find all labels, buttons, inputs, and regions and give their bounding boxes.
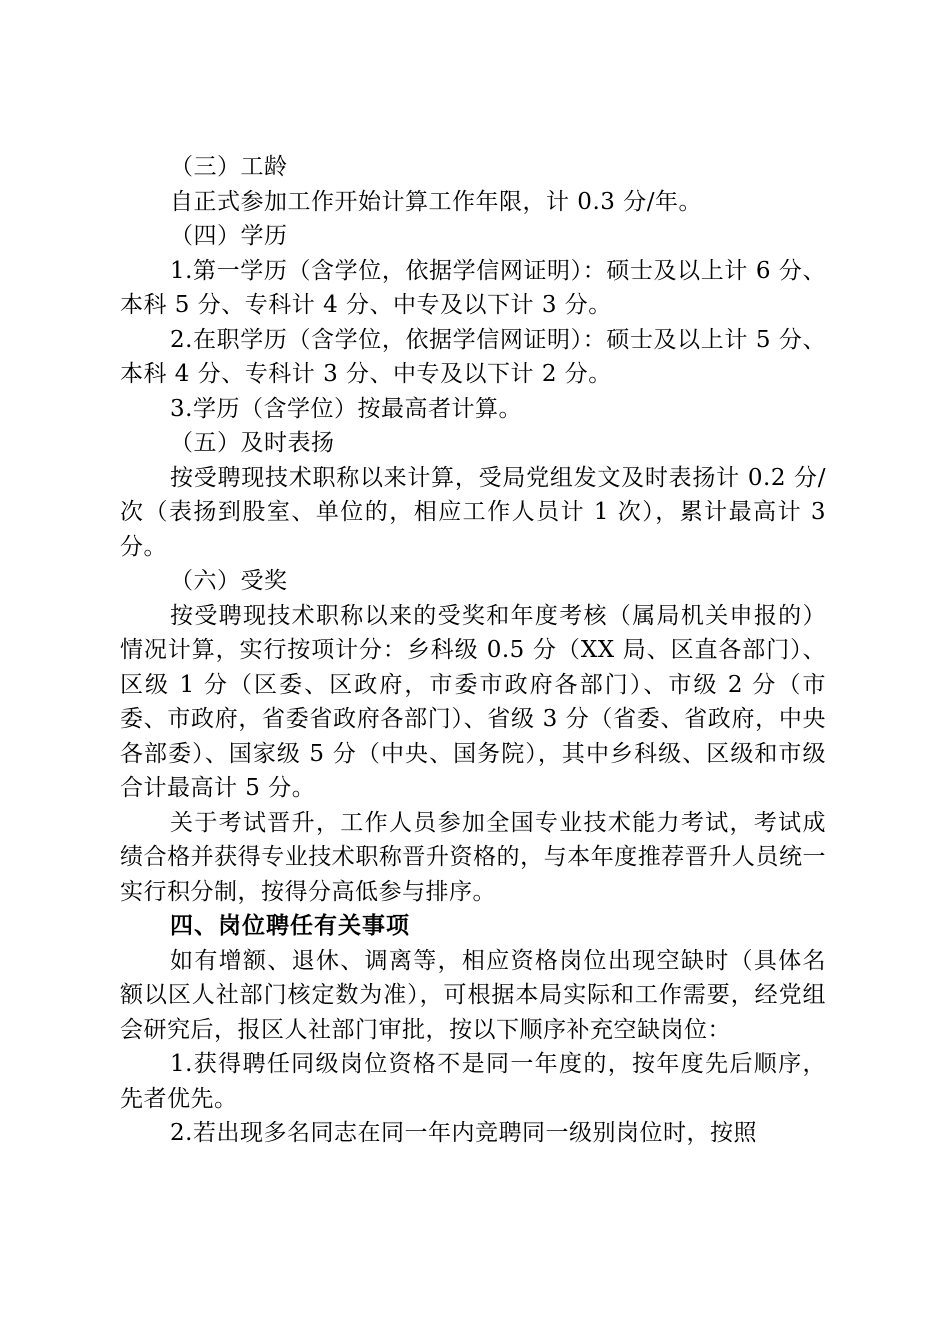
subsection-heading-commendation: （五）及时表扬 [170,430,335,456]
paragraph-order-rule-1: 1.获得聘任同级岗位资格不是同一年度的，按年度先后顺序，先者优先。 [120,1051,826,1112]
subsection-heading-education: （四）学历 [170,223,288,249]
paragraph-inservice-degree: 2.在职学历（含学位，依据学信网证明）：硕士及以上计 5 分、本科 4 分、专科计 3 分、中专及以下计 2 分。 [120,326,826,387]
document-body [120,150,826,1151]
paragraph-vacancy-rule: 如有增额、退休、调离等，相应资格岗位出现空缺时（具体名额以区人社部门核定数为准），可根据本局实际和工作需要，经党组会研究后，报区人社部门审批，按以下顺序补充空缺岗位： [120,947,826,1043]
paragraph-highest-degree: 3.学历（含学位）按最高者计算。 [170,395,522,422]
paragraph-awards-rule: 按受聘现技术职称以来的受奖和年度考核（属局机关申报的）情况计算，实行按项计分：乡科级 0.5 分（XX 局、区直各部门）、区级 1 分（区委、区政府，市委市政府各部门）、市级 2 分（市委、市政府，省委省政府各部门）、省级 3 分（省委、省政府，中央各部委）、国家级 5 分（中央、国务院），其中乡科级、区级和市级合计最高计 5 分。 [120,602,826,801]
paragraph-commendation-rule: 按受聘现技术职称以来计算，受局党组发文及时表扬计 0.2 分/次（表扬到股室、单位的，相应工作人员计 1 次），累计最高计 3 分。 [120,464,826,560]
paragraph-first-degree: 1.第一学历（含学位，依据学信网证明）：硕士及以上计 6 分、本科 5 分、专科计 4 分、中专及以下计 3 分。 [120,257,826,318]
section-heading-appointment: 四、岗位聘任有关事项 [170,913,410,939]
paragraph-exam-promotion: 关于考试晋升，工作人员参加全国专业技术能力考试，考试成绩合格并获得专业技术职称晋升资格的，与本年度推荐晋升人员统一实行积分制，按得分高低参与排序。 [120,809,826,905]
paragraph-order-rule-2: 2.若出现多名同志在同一年内竞聘同一级别岗位时，按照 [170,1120,757,1146]
subsection-heading-seniority: （三）工龄 [170,154,288,180]
paragraph-seniority-rule: 自正式参加工作开始计算工作年限，计 0.3 分/年。 [170,188,702,215]
subsection-heading-awards: （六）受奖 [170,568,288,594]
